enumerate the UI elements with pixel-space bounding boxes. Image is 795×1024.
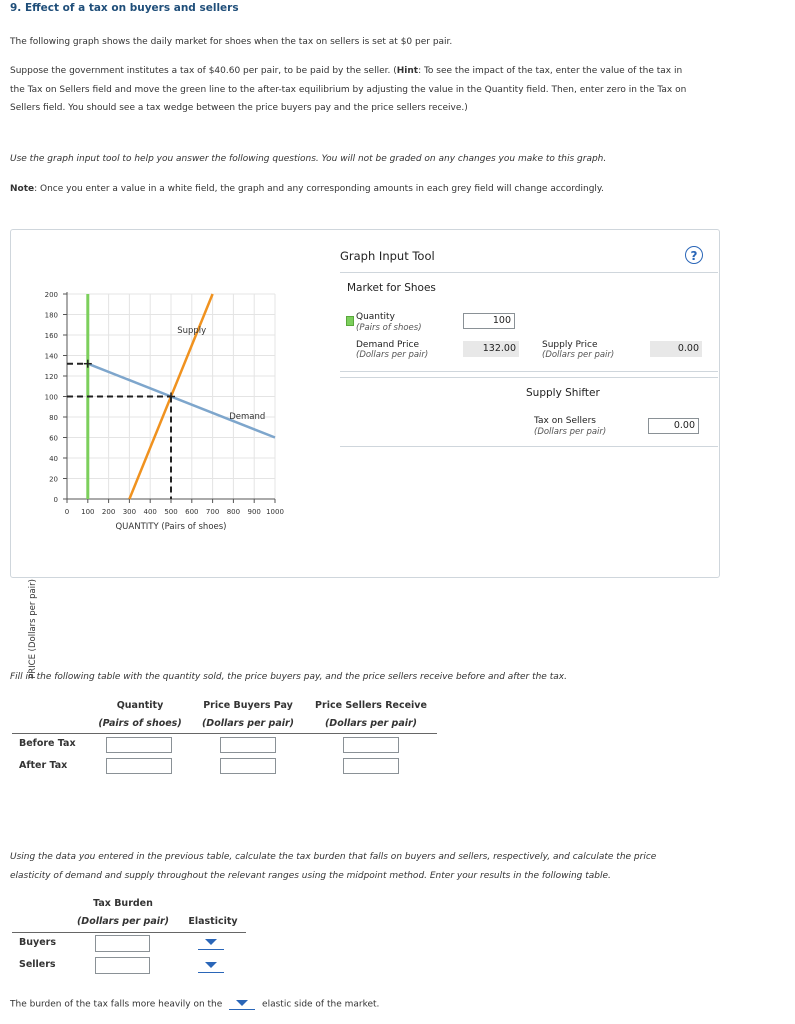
table2-instruction (10, 848, 770, 885)
x-tick-label: 200 (101, 508, 116, 516)
y-tick-label: 180 (44, 311, 58, 320)
y-tick-label: 0 (53, 496, 58, 504)
demand-price-label: Demand Price (356, 340, 419, 350)
note-label: Note (10, 184, 35, 194)
market-graph[interactable] (10, 229, 340, 679)
suppose-text (10, 62, 770, 118)
t1-col-quantity-unit: (Pairs of shoes) (98, 718, 182, 729)
x-tick-label: 800 (226, 508, 241, 516)
t1-row-after: After Tax (19, 760, 68, 771)
dropdown-underline (229, 1009, 255, 1010)
t2-col-elasticity: Elasticity (188, 916, 238, 927)
x-tick-label: 900 (247, 508, 261, 516)
t2-col-burden: Tax Burden (93, 898, 153, 909)
y-tick-label: 200 (44, 291, 58, 299)
final-sentence (10, 998, 379, 1010)
demand-price-field: 132.00 (463, 341, 519, 357)
x-tick-label: 100 (81, 508, 95, 516)
graph-tick-labels (45, 291, 284, 516)
chevron-down-icon (205, 962, 217, 968)
before-buyers-price-input[interactable] (220, 737, 276, 753)
x-tick-label: 500 (164, 508, 178, 516)
t1-col-sellers: Price Sellers Receive (315, 700, 427, 711)
help-icon[interactable]: ? (685, 246, 703, 264)
intro-text: The following graph shows the daily market for shoes when the tax on sellers is set at $0 per pair. (10, 37, 453, 47)
y-tick-label: 140 (44, 352, 58, 361)
table2-instruction-line2: elasticity of demand and supply throughout the relevant ranges using the midpoint method. Enter your results in the following table. (10, 870, 611, 881)
demand-curve (88, 364, 275, 438)
tool-instruction: Use the graph input tool to help you answer the following questions. You will not be graded on any changes you make to this graph. (10, 154, 607, 164)
y-tick-label: 20 (49, 475, 58, 484)
y-tick-label: 80 (49, 414, 58, 422)
suppose-line1b: : To see the impact of the tax, enter the value of the tax in (418, 66, 683, 76)
t1-col-sellers-unit: (Dollars per pair) (324, 718, 418, 729)
suppose-line2: the Tax on Sellers field and move the green line to the after-tax equilibrium by adjusting the value in the Quantity field. Then, enter zero in the Tax on (10, 84, 687, 95)
t1-col-buyers-unit: (Dollars per pair) (201, 718, 295, 729)
supply-price-field: 0.00 (650, 341, 702, 357)
y-tick-label: 100 (44, 393, 58, 402)
t1-header-rule (12, 733, 437, 734)
supply-price-label: Supply Price (542, 340, 598, 350)
quantity-unit: (Pairs of shoes) (356, 323, 422, 333)
before-quantity-input[interactable] (106, 737, 172, 753)
quantity-label: Quantity (356, 312, 395, 322)
y-tick-label: 40 (49, 455, 58, 463)
chevron-down-icon (236, 1000, 248, 1006)
suppose-line3: Sellers field. You should see a tax wedge between the price buyers pay and the price sellers receive.) (10, 103, 468, 113)
buyers-burden-input[interactable] (95, 935, 150, 952)
dropdown-underline (198, 949, 224, 950)
note-text (10, 180, 770, 199)
demand-price-unit: (Dollars per pair) (356, 350, 429, 360)
question-title: 9. Effect of a tax on buyers and sellers (10, 2, 239, 14)
after-sellers-price-input[interactable] (343, 758, 399, 774)
t1-col-buyers: Price Buyers Pay (203, 700, 293, 711)
x-tick-label: 1000 (266, 508, 284, 516)
y-axis-label: PRICE (Dollars per pair) (28, 579, 38, 679)
market-title: Market for Shoes (347, 282, 436, 294)
t2-row-buyers: Buyers (19, 937, 56, 948)
burden-side-dropdown[interactable] (229, 998, 255, 1010)
quantity-legend-icon (346, 316, 354, 326)
y-tick-label: 120 (44, 373, 58, 381)
dropdown-underline (198, 972, 224, 973)
supply-label: Supply (177, 325, 207, 336)
t1-row-before: Before Tax (19, 738, 76, 749)
x-tick-label: 400 (143, 508, 157, 516)
t2-header-rule (12, 932, 246, 933)
tax-unit: (Dollars per pair) (534, 427, 607, 437)
before-sellers-price-input[interactable] (343, 737, 399, 753)
chevron-down-icon (205, 939, 217, 945)
t2-row-sellers: Sellers (19, 959, 56, 970)
quantity-input[interactable]: 100 (463, 313, 515, 329)
graph-input-tool-title: Graph Input Tool (340, 249, 435, 263)
after-quantity-input[interactable] (106, 758, 172, 774)
table1-instruction: Fill in the following table with the quantity sold, the price buyers pay, and the price sellers receive before and after the tax. (10, 672, 567, 682)
x-tick-label: 300 (122, 508, 137, 516)
x-axis-label: QUANTITY (Pairs of shoes) (115, 522, 227, 532)
table2-instruction-line1: Using the data you entered in the previous table, calculate the tax burden that falls on buyers and sellers, respectively, and calculate the price (10, 852, 657, 862)
buyers-elasticity-dropdown[interactable] (198, 936, 224, 950)
y-tick-label: 160 (44, 332, 58, 340)
suppose-line1a: Suppose the government institutes a tax of $40.60 per pair, to be paid by the seller. ( (10, 66, 397, 76)
x-tick-label: 0 (64, 508, 70, 516)
after-buyers-price-input[interactable] (220, 758, 276, 774)
sellers-elasticity-dropdown[interactable] (198, 959, 224, 973)
supply-price-unit: (Dollars per pair) (542, 350, 615, 360)
t2-col-burden-unit: (Dollars per pair) (76, 916, 170, 927)
x-tick-label: 700 (205, 508, 220, 516)
tax-on-sellers-input[interactable]: 0.00 (648, 418, 699, 434)
t1-col-quantity: Quantity (116, 700, 164, 711)
y-tick-label: 60 (49, 434, 58, 443)
sellers-burden-input[interactable] (95, 957, 150, 974)
note-body: : Once you enter a value in a white field, the graph and any corresponding amounts in each grey field will change accordingly. (34, 184, 604, 194)
final-text-before: The burden of the tax falls more heavily on the (10, 999, 223, 1010)
shifter-title: Supply Shifter (526, 387, 600, 399)
demand-label: Demand (229, 412, 266, 423)
final-text-after: elastic side of the market. (262, 999, 380, 1010)
hint-label: Hint (396, 66, 419, 76)
x-tick-label: 600 (185, 508, 199, 516)
tax-label: Tax on Sellers (534, 416, 596, 426)
